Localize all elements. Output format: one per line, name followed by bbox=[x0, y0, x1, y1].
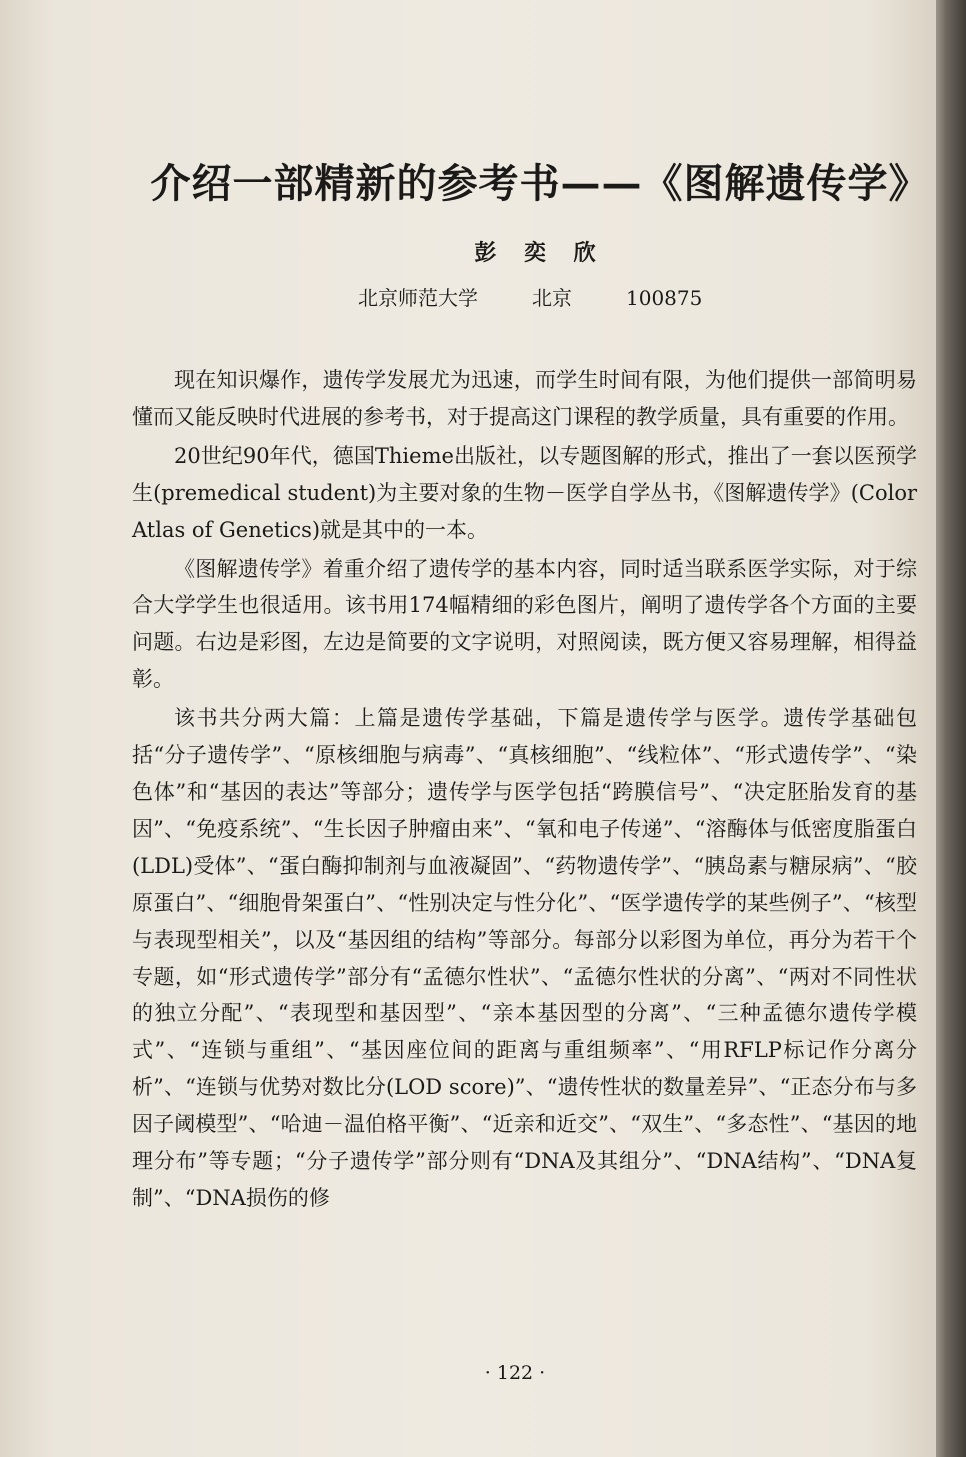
affiliation-city: 北京 bbox=[532, 286, 572, 310]
affiliation-institution: 北京师范大学 bbox=[358, 286, 478, 310]
author-name: 彭 奕 欣 bbox=[474, 240, 606, 266]
page-number: · 122 · bbox=[484, 1362, 546, 1384]
paragraph-2: 20世纪90年代，德国Thieme出版社，以专题图解的形式，推出了一套以医预学生(premedical student)为主要对象的生物－医学自学丛书，《图解遗传学》(Color Atlas of Genetics)就是其中的一本。 bbox=[132, 443, 917, 542]
article-title: 介绍一部精新的参考书——《图解遗传学》 bbox=[150, 160, 930, 207]
paragraph-4: 该书共分两大篇：上篇是遗传学基础，下篇是遗传学与医学。遗传学基础包括“分子遗传学”、“原核细胞与病毒”、“真核细胞”、“线粒体”、“形式遗传学”、“染色体”和“基因的表达”等部分；遗传学与医学包括“跨膜信号”、“决定胚胎发育的基因”、“免疫系统”、“生长因子肿瘤由来”、“氧和电子传递”、“溶酶体与低密度脂蛋白(LDL)受体”、“蛋白酶抑制剂与血液凝固”、“药物遗传学”、“胰岛素与糖尿病”、“胶原蛋白”、“细胞骨架蛋白”、“性别决定与性分化”、“医学遗传学的某些例子”、“核型与表现型相关”，以及“基因组的结构”等部分。每部分以彩图为单位，再分为若干个专题，如“形式遗传学”部分有“孟德尔性状”、“孟德尔性状的分离”、“两对不同性状的独立分配”、“表现型和基因型”、“亲本基因型的分离”、“三种孟德尔遗传学模式”、“连锁与重组”、“基因座位间的距离与重组频率”、“用RFLP标记作分离分析”、“连锁与优势对数比分(LOD score)”、“遗传性状的数量差异”、“正态分布与多因子阈模型”、“哈迪－温伯格平衡”、“近亲和近交”、“双生”、“多态性”、“基因的地理分布”等专题；“分子遗传学”部分则有“DNA及其组分”、“DNA结构”、“DNA复制”、“DNA损伤的修 bbox=[132, 706, 917, 1210]
affiliation-line bbox=[358, 282, 756, 311]
paragraph-1: 现在知识爆作，遗传学发展尤为迅速，而学生时间有限，为他们提供一部简明易懂而又能反映时代进展的参考书，对于提高这门课程的教学质量，具有重要的作用。 bbox=[132, 368, 917, 429]
affiliation-postcode: 100875 bbox=[626, 286, 703, 310]
book-spine-shadow bbox=[936, 0, 966, 1457]
article-body bbox=[132, 362, 917, 1219]
paragraph-3: 《图解遗传学》着重介绍了遗传学的基本内容，同时适当联系医学实际，对于综合大学学生也很适用。该书用174幅精细的彩色图片，阐明了遗传学各个方面的主要问题。右边是彩图，左边是简要的文字说明，对照阅读，既方便又容易理解，相得益彰。 bbox=[132, 556, 917, 692]
